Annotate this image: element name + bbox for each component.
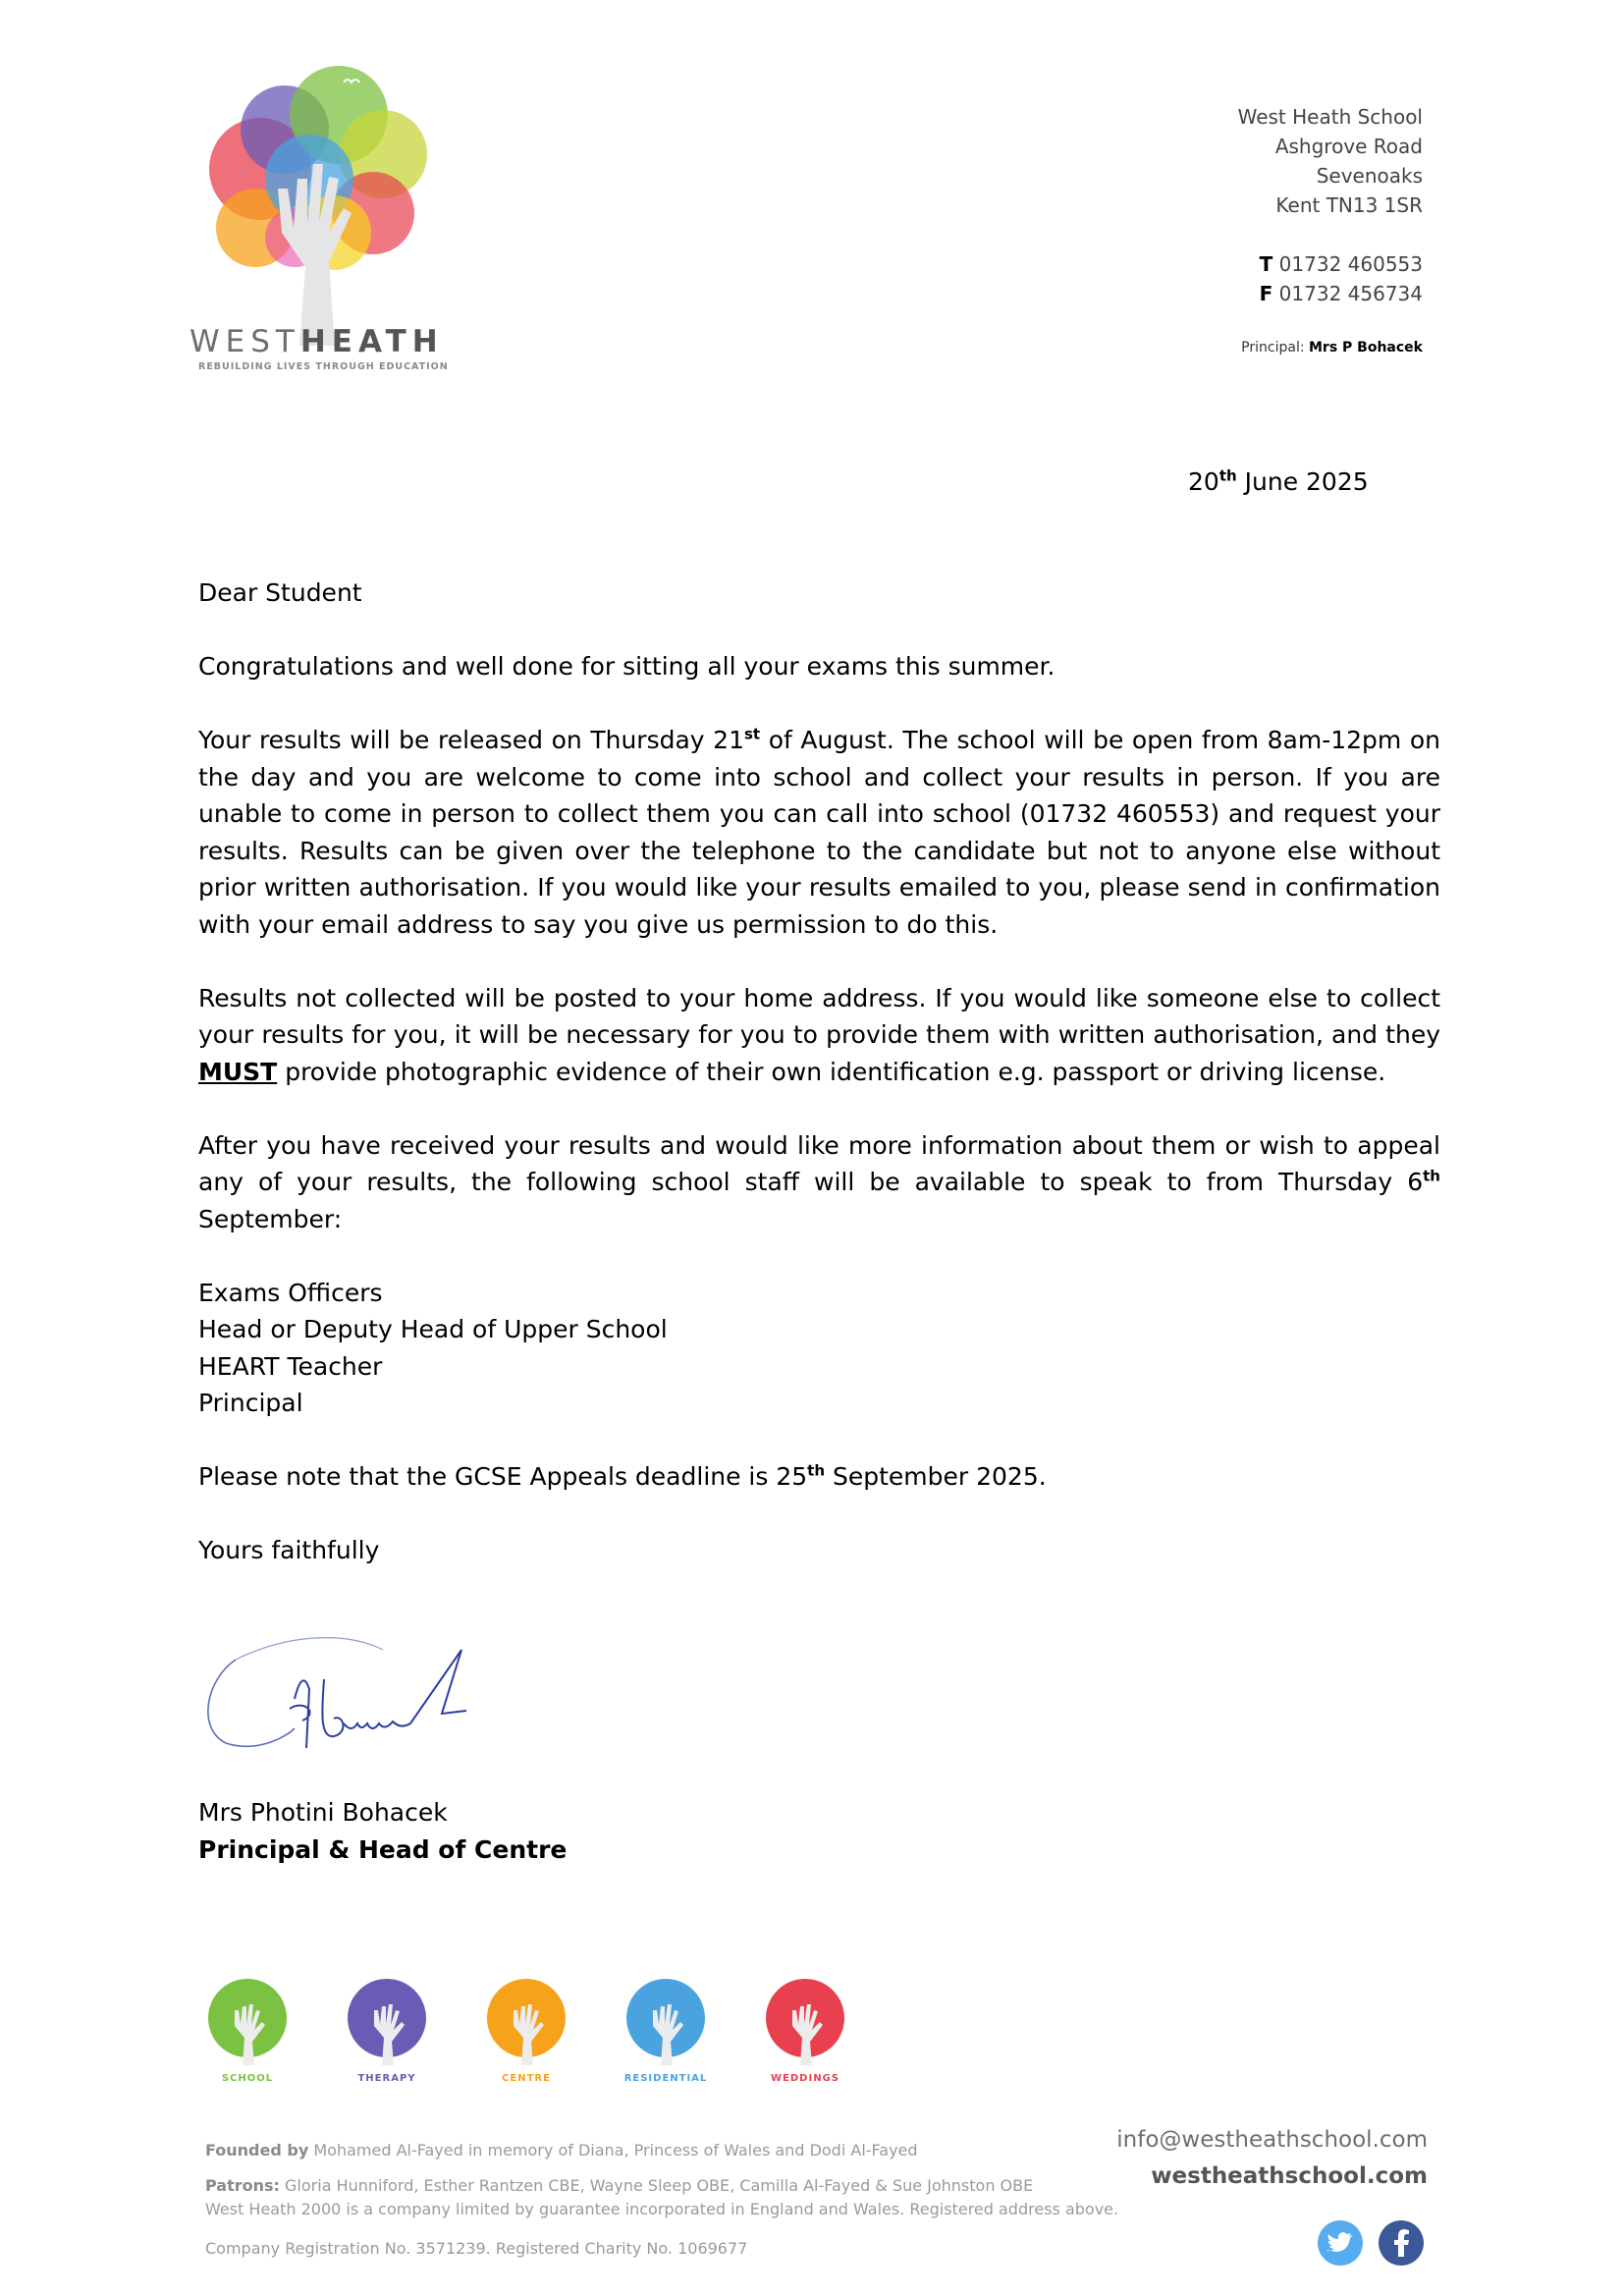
email-link[interactable]: info@westheathschool.com <box>1116 2127 1428 2153</box>
staff-item: Exams Officers <box>198 1278 383 1307</box>
principal-line: Principal: Mrs P Bohacek <box>1241 340 1423 355</box>
tree-graphic <box>763 1979 847 2067</box>
logo-tagline: REBUILDING LIVES THROUGH EDUCATION <box>198 361 449 372</box>
address-town: Sevenoaks <box>1316 164 1423 188</box>
address-county: Kent TN13 1SR <box>1275 193 1423 217</box>
signatory-title: Principal & Head of Centre <box>198 1835 568 1864</box>
therapy-tree-icon <box>340 1979 434 2084</box>
tree-graphic <box>623 1979 708 2067</box>
tree-label: SCHOOL <box>221 2073 274 2084</box>
paragraph-deadline: Please note that the GCSE Appeals deadline is 25th September 2025. <box>198 1461 1047 1491</box>
tree-graphic <box>205 1979 290 2067</box>
tree-label: RESIDENTIAL <box>623 2073 708 2084</box>
school-tree-icon <box>200 1979 295 2084</box>
staff-item: HEART Teacher <box>198 1351 383 1381</box>
twitter-icon[interactable] <box>1317 2219 1364 2267</box>
tree-label: CENTRE <box>502 2073 551 2084</box>
telephone-line: T 01732 460553 <box>1259 252 1423 276</box>
staff-item: Principal <box>198 1389 303 1417</box>
facebook-icon[interactable] <box>1378 2219 1425 2267</box>
residential-tree-icon <box>619 1979 713 2084</box>
paragraph-collection: Results not collected will be posted to your home address. If you would like someone else to collect your results for you, it will be necessary for you to provide them with written authorisation, and they MUST provide photographic evidence of their own identification e.g. passport or driving license. <box>198 983 1440 1086</box>
salutation: Dear Student <box>198 578 362 607</box>
letter-body <box>198 574 1440 1606</box>
patrons-line: Patrons: Gloria Hunniford, Esther Rantzen CBE, Wayne Sleep OBE, Camilla Al-Fayed & Sue Johnston OBE <box>205 2176 1034 2195</box>
founded-by-line: Founded by Mohamed Al-Fayed in memory of Diana, Princess of Wales and Dodi Al-Fayed <box>205 2141 918 2159</box>
fax-line: F 01732 456734 <box>1259 282 1423 305</box>
address-road: Ashgrove Road <box>1274 135 1423 158</box>
tree-label: WEDDINGS <box>771 2073 839 2084</box>
website-link[interactable]: westheathschool.com <box>1151 2163 1428 2189</box>
must-emphasis: MUST <box>198 1057 278 1086</box>
paragraph-results-release: Your results will be released on Thursday 21st of August. The school will be open from 8am-12pm on the day and you are welcome to come into school and collect your results in person. If you are unable to come in person to collect them you can call into school (01732 460553) and request your results. Results can be given over the telephone to the candidate but not to anyone else without prior written authorisation. If you would like your results emailed to you, please send in confirmation with your email address to say you give us permission to do this. <box>198 725 1441 939</box>
centre-tree-icon <box>479 1979 573 2084</box>
staff-item: Head or Deputy Head of Upper School <box>198 1315 668 1343</box>
signatory-name: Mrs Photini Bohacek <box>198 1798 448 1827</box>
school-address-block <box>1238 102 1423 308</box>
registration-line: Company Registration No. 3571239. Registered Charity No. 1069677 <box>205 2239 748 2258</box>
tree-graphic <box>345 1979 429 2067</box>
logo-wordmark: WESTHEATH <box>189 324 444 359</box>
tree-graphic <box>484 1979 568 2067</box>
handwritten-signature <box>196 1620 501 1758</box>
paragraph-congratulations: Congratulations and well done for sitting all your exams this summer. <box>198 652 1056 681</box>
closing: Yours faithfully <box>198 1536 380 1564</box>
company-line: West Heath 2000 is a company limited by guarantee incorporated in England and Wales. Registered address above. <box>205 2200 1119 2218</box>
staff-list <box>198 1275 1440 1422</box>
school-name: West Heath School <box>1237 105 1423 129</box>
tree-label: THERAPY <box>357 2073 416 2084</box>
weddings-tree-icon <box>758 1979 852 2084</box>
letter-date: 20th June 2025 <box>1188 466 1369 496</box>
paragraph-appeals-info: After you have received your results and would like more information about them or wish to appeal any of your results, the following school staff will be available to speak to from Thursday 6th September: <box>198 1130 1440 1233</box>
